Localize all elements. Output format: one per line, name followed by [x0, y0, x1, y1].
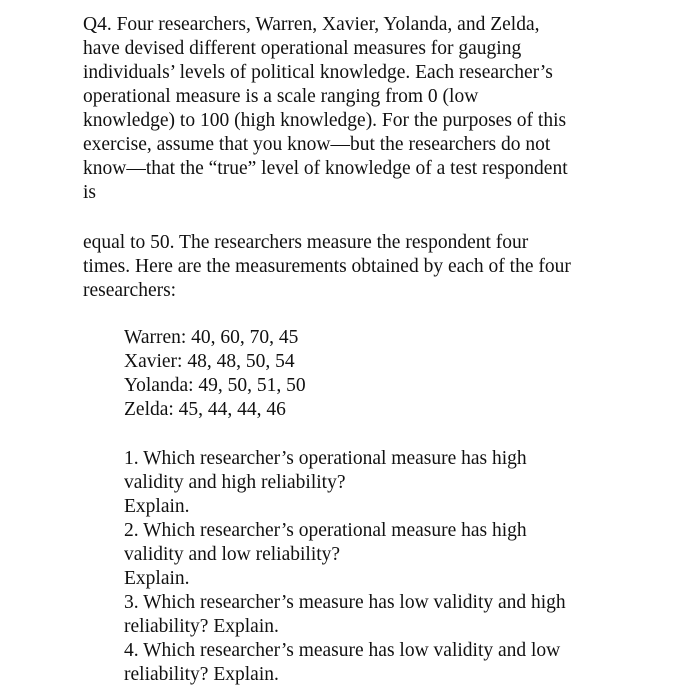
text-line: exercise, assume that you know—but the researchers do not	[83, 134, 551, 155]
text-line: times. Here are the measurements obtained by each of the four	[83, 256, 571, 277]
question-intro-paragraph	[83, 13, 643, 205]
text-line: individuals’ levels of political knowledge. Each researcher’s	[83, 62, 553, 83]
subquestion-list	[124, 447, 566, 687]
measurement-yolanda: Yolanda: 49, 50, 51, 50	[124, 375, 306, 396]
text-line: knowledge) to 100 (high knowledge). For the purposes of this	[83, 110, 567, 131]
subquestion-line: 2. Which researcher’s operational measure has high	[124, 520, 527, 541]
text-line: operational measure is a scale ranging from 0 (low	[83, 86, 479, 107]
subquestion-line: 3. Which researcher’s measure has low validity and high	[124, 592, 566, 613]
subquestion-line: validity and low reliability?	[124, 544, 341, 565]
subquestion-line: Explain.	[124, 496, 190, 517]
text-line: know—that the “true” level of knowledge of a test respondent	[83, 158, 568, 179]
measurement-zelda: Zelda: 45, 44, 44, 46	[124, 399, 286, 420]
measurement-list	[124, 326, 306, 422]
measurement-xavier: Xavier: 48, 48, 50, 54	[124, 351, 295, 372]
subquestion-line: 4. Which researcher’s measure has low validity and low	[124, 640, 561, 661]
text-line: equal to 50. The researchers measure the respondent four	[83, 232, 529, 253]
text-line: Q4. Four researchers, Warren, Xavier, Yolanda, and Zelda,	[83, 14, 540, 35]
question-continuation-paragraph	[83, 231, 643, 303]
subquestion-line: Explain.	[124, 568, 190, 589]
subquestion-line: 1. Which researcher’s operational measure has high	[124, 448, 527, 469]
subquestion-line: reliability? Explain.	[124, 664, 279, 685]
text-line: researchers:	[83, 280, 177, 301]
measurement-warren: Warren: 40, 60, 70, 45	[124, 327, 299, 348]
subquestion-line: validity and high reliability?	[124, 472, 346, 493]
subquestion-line: reliability? Explain.	[124, 616, 279, 637]
text-line: have devised different operational measures for gauging	[83, 38, 522, 59]
text-line: is	[83, 182, 97, 203]
